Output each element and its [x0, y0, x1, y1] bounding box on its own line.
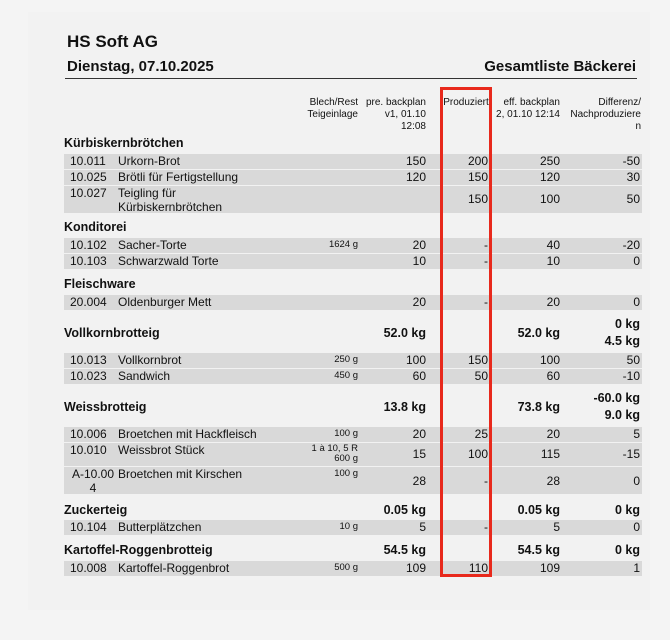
dough-weight: 1624 g [328, 239, 358, 250]
diff-value: -20 [622, 238, 640, 252]
pre-value: 28 [412, 474, 426, 488]
pre-value: 120 [405, 170, 426, 184]
pre-value: 109 [405, 561, 426, 575]
section-title: Kartoffel-Roggenbrotteig [64, 543, 213, 557]
article-number: 10.010 [70, 443, 107, 457]
col-header-eff-backplan: eff. backplan 2, 01.10 12:14 [496, 97, 560, 120]
article-number: 10.011 [70, 154, 106, 168]
table-row [64, 186, 642, 213]
article-name: Vollkornbrot [118, 353, 182, 367]
produced-value: 200 [467, 154, 488, 168]
produced-value: 110 [468, 561, 488, 575]
article-number: 10.013 [70, 353, 107, 367]
pre-value: 60 [412, 369, 426, 383]
pre-value: 150 [405, 154, 426, 168]
section-pre-total: 13.8 kg [383, 400, 426, 414]
eff-value: 60 [546, 369, 560, 383]
article-number: 10.027 [70, 186, 107, 200]
section-diff-total: 0 kg [614, 317, 640, 331]
table-row [64, 295, 642, 310]
section-eff-total: 73.8 kg [517, 400, 560, 414]
article-number: 10.102 [70, 238, 107, 252]
section-eff-total: 52.0 kg [517, 326, 560, 340]
pre-value: 100 [405, 353, 426, 367]
table-row [64, 254, 642, 269]
header-divider [65, 78, 637, 79]
article-name: Butterplätzchen [118, 520, 202, 534]
dough-weight: 10 g [339, 521, 358, 532]
diff-value: 0 [633, 474, 640, 488]
pre-value: 20 [412, 295, 426, 309]
eff-value: 40 [546, 238, 560, 252]
list-title: Gesamtliste Bäckerei [484, 58, 636, 75]
article-name: Sacher-Torte [118, 238, 187, 252]
article-number: A-10.00 4 [71, 467, 115, 495]
article-name: Sandwich [118, 369, 171, 383]
dough-weight: 100 g [334, 428, 358, 439]
section-pre-total: 0.05 kg [383, 503, 426, 517]
diff-value: -15 [622, 447, 640, 461]
article-name: Broetchen mit Hackfleisch [118, 427, 257, 441]
section-title: Zuckerteig [64, 503, 128, 517]
pre-value: 15 [412, 447, 426, 461]
col-header-pre-backplan: pre. backplan v1, 01.10 12:08 [365, 97, 426, 132]
article-number: 10.103 [70, 254, 107, 268]
article-number: 20.004 [70, 295, 107, 309]
eff-value: 20 [546, 427, 560, 441]
table-row [64, 467, 642, 494]
pre-value: 10 [412, 254, 426, 268]
table-row [64, 369, 642, 384]
article-number: 10.023 [70, 369, 107, 383]
article-name: Kartoffel-Roggenbrot [118, 561, 230, 575]
produced-value: - [484, 474, 488, 488]
dough-weight: 500 g [334, 562, 358, 573]
table-row [64, 154, 642, 169]
article-name: Urkorn-Brot [118, 154, 181, 168]
section-title: Weissbrotteig [64, 400, 147, 414]
eff-value: 250 [539, 154, 560, 168]
article-name: Schwarzwald Torte [118, 254, 219, 268]
section-title: Konditorei [64, 220, 127, 234]
produced-value: 100 [467, 447, 488, 461]
pre-value: 5 [419, 520, 426, 534]
section-title: Kürbiskernbrötchen [64, 136, 184, 150]
article-number: 10.104 [70, 520, 107, 534]
article-number: 10.008 [70, 561, 107, 575]
produced-value: 150 [467, 192, 488, 206]
diff-value: -10 [622, 369, 640, 383]
section-pre-total: 54.5 kg [383, 543, 426, 557]
eff-value: 5 [553, 520, 560, 534]
table-row [64, 443, 642, 466]
produced-value: - [484, 520, 488, 534]
table-row [64, 170, 642, 185]
eff-value: 10 [546, 254, 560, 268]
report-date: Dienstag, 07.10.2025 [67, 58, 214, 75]
section-diff-total-2: 9.0 kg [604, 408, 640, 422]
diff-value: 5 [633, 427, 640, 441]
diff-value: 50 [626, 353, 640, 367]
col-header-produziert: Produziert [443, 97, 489, 108]
section-diff-total: 0 kg [614, 543, 640, 557]
produced-value: 150 [467, 170, 488, 184]
article-name: Broetchen mit Kirschen [118, 467, 243, 481]
dough-weight: 250 g [334, 354, 358, 365]
col-header-blech: Blech/Rest Teigeinlage [307, 97, 358, 120]
article-number: 10.025 [70, 170, 107, 184]
diff-value: 50 [626, 192, 640, 206]
produced-value: 50 [474, 369, 488, 383]
eff-value: 20 [546, 295, 560, 309]
eff-value: 109 [539, 561, 560, 575]
diff-value: 1 [633, 561, 640, 575]
article-name: Teigling für Kürbiskernbrötchen [118, 186, 223, 214]
col-header-differenz: Differenz/ Nachproduziere n [570, 97, 641, 132]
dough-weight: 1 à 10, 5 R 600 g [311, 443, 358, 464]
dough-weight: 450 g [334, 370, 358, 381]
section-eff-total: 54.5 kg [517, 543, 560, 557]
eff-value: 100 [539, 192, 560, 206]
produced-column-highlight [440, 87, 492, 577]
table-row [64, 238, 642, 253]
diff-value: -50 [622, 154, 640, 168]
eff-value: 120 [539, 170, 560, 184]
section-pre-total: 52.0 kg [383, 326, 426, 340]
company-name: HS Soft AG [67, 32, 158, 51]
produced-value: 150 [467, 353, 488, 367]
pre-value: 20 [412, 427, 426, 441]
diff-value: 30 [626, 170, 640, 184]
article-name: Oldenburger Mett [118, 295, 212, 309]
section-title: Vollkornbrotteig [64, 326, 160, 340]
pre-value: 20 [412, 238, 426, 252]
produced-value: - [484, 238, 488, 252]
section-diff-total: 0 kg [614, 503, 640, 517]
table-row [64, 561, 642, 576]
table-row [64, 353, 642, 368]
produced-value: - [484, 295, 488, 309]
produced-value: 25 [474, 427, 488, 441]
article-name: Brötli für Fertigstellung [118, 170, 239, 184]
eff-value: 115 [540, 447, 560, 461]
table-row [64, 520, 642, 535]
section-diff-total: -60.0 kg [593, 391, 640, 405]
diff-value: 0 [633, 254, 640, 268]
produced-value: - [484, 254, 488, 268]
article-number: 10.006 [70, 427, 107, 441]
section-eff-total: 0.05 kg [517, 503, 560, 517]
diff-value: 0 [633, 520, 640, 534]
eff-value: 100 [539, 353, 560, 367]
diff-value: 0 [633, 295, 640, 309]
section-title: Fleischware [64, 277, 136, 291]
dough-weight: 100 g [334, 468, 358, 479]
section-diff-total-2: 4.5 kg [604, 334, 640, 348]
eff-value: 28 [546, 474, 560, 488]
article-name: Weissbrot Stück [118, 443, 205, 457]
table-row [64, 427, 642, 442]
